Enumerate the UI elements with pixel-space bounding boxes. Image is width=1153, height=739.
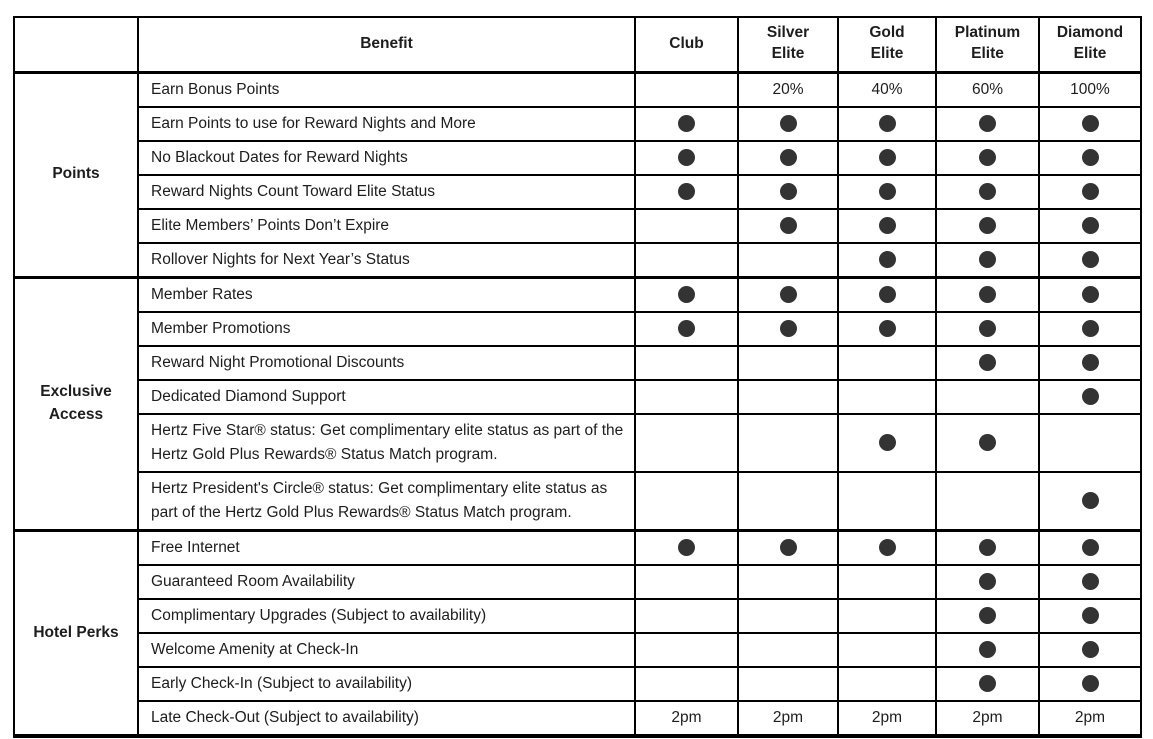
benefit-empty-cell — [635, 243, 738, 278]
benefit-header: Benefit — [138, 17, 635, 72]
benefit-label: Complimentary Upgrades (Subject to availability) — [138, 599, 635, 633]
benefit-dot-cell — [1039, 141, 1141, 175]
filled-dot-icon — [678, 320, 695, 337]
benefit-empty-cell — [838, 346, 936, 380]
benefit-dot-cell — [838, 209, 936, 243]
benefit-empty-cell — [635, 380, 738, 414]
filled-dot-icon — [979, 251, 996, 268]
benefit-label: Hertz President's Circle® status: Get complimentary elite status as part of the Hertz Gold Plus Rewards® Status Match program. — [138, 472, 635, 531]
benefit-empty-cell — [635, 209, 738, 243]
benefit-dot-cell — [936, 599, 1039, 633]
benefit-dot-cell — [936, 414, 1039, 472]
benefit-label: Dedicated Diamond Support — [138, 380, 635, 414]
benefit-value-cell: 2pm — [838, 701, 936, 736]
benefit-dot-cell — [936, 209, 1039, 243]
benefit-dot-cell — [635, 312, 738, 346]
table-row — [14, 667, 1141, 701]
benefit-dot-cell — [838, 243, 936, 278]
benefit-label: Member Promotions — [138, 312, 635, 346]
tier-header-silver-elite: Silver Elite — [738, 17, 838, 72]
filled-dot-icon — [979, 217, 996, 234]
table-row — [14, 175, 1141, 209]
filled-dot-icon — [979, 286, 996, 303]
benefit-empty-cell — [838, 599, 936, 633]
filled-dot-icon — [780, 183, 797, 200]
filled-dot-icon — [1082, 641, 1099, 658]
benefit-dot-cell — [936, 565, 1039, 599]
benefit-dot-cell — [838, 107, 936, 141]
benefit-dot-cell — [1039, 380, 1141, 414]
benefit-dot-cell — [1039, 277, 1141, 312]
benefit-value-cell: 2pm — [1039, 701, 1141, 736]
filled-dot-icon — [1082, 183, 1099, 200]
table-body — [14, 72, 1141, 736]
filled-dot-icon — [879, 320, 896, 337]
benefit-empty-cell — [738, 633, 838, 667]
benefit-dot-cell — [738, 277, 838, 312]
benefit-dot-cell — [1039, 633, 1141, 667]
category-label-hotel-perks: Hotel Perks — [14, 530, 138, 736]
benefit-label: Free Internet — [138, 530, 635, 565]
table-row — [14, 346, 1141, 380]
benefit-value-cell: 100% — [1039, 72, 1141, 107]
category-label-points: Points — [14, 72, 138, 277]
filled-dot-icon — [979, 641, 996, 658]
filled-dot-icon — [1082, 115, 1099, 132]
benefit-dot-cell — [1039, 346, 1141, 380]
table-row — [14, 312, 1141, 346]
filled-dot-icon — [1082, 320, 1099, 337]
benefit-label: Earn Bonus Points — [138, 72, 635, 107]
benefit-empty-cell — [738, 346, 838, 380]
table-row — [14, 530, 1141, 565]
filled-dot-icon — [780, 320, 797, 337]
filled-dot-icon — [979, 607, 996, 624]
benefit-dot-cell — [738, 530, 838, 565]
benefit-value-cell: 2pm — [738, 701, 838, 736]
benefit-dot-cell — [936, 312, 1039, 346]
benefit-empty-cell — [838, 565, 936, 599]
benefit-dot-cell — [1039, 565, 1141, 599]
table-row — [14, 633, 1141, 667]
filled-dot-icon — [678, 115, 695, 132]
tier-header-club: Club — [635, 17, 738, 72]
filled-dot-icon — [979, 573, 996, 590]
benefit-empty-cell — [738, 243, 838, 278]
benefit-label: No Blackout Dates for Reward Nights — [138, 141, 635, 175]
table-row — [14, 107, 1141, 141]
benefit-dot-cell — [936, 667, 1039, 701]
benefit-dot-cell — [936, 633, 1039, 667]
benefit-label: Elite Members’ Points Don’t Expire — [138, 209, 635, 243]
filled-dot-icon — [879, 251, 896, 268]
benefit-dot-cell — [635, 107, 738, 141]
table-row — [14, 141, 1141, 175]
benefit-dot-cell — [738, 107, 838, 141]
benefit-value-cell: 60% — [936, 72, 1039, 107]
filled-dot-icon — [979, 115, 996, 132]
filled-dot-icon — [780, 115, 797, 132]
benefit-dot-cell — [1039, 530, 1141, 565]
table-row — [14, 472, 1141, 531]
benefit-dot-cell — [738, 209, 838, 243]
filled-dot-icon — [780, 539, 797, 556]
filled-dot-icon — [1082, 354, 1099, 371]
table-row — [14, 599, 1141, 633]
category-label-exclusive-access: Exclusive Access — [14, 277, 138, 530]
benefit-dot-cell — [1039, 312, 1141, 346]
benefit-dot-cell — [838, 277, 936, 312]
benefit-dot-cell — [1039, 667, 1141, 701]
tier-header-platinum-elite: Platinum Elite — [936, 17, 1039, 72]
benefit-empty-cell — [635, 414, 738, 472]
benefit-label: Late Check-Out (Subject to availability) — [138, 701, 635, 736]
benefit-label: Hertz Five Star® status: Get complimentary elite status as part of the Hertz Gold Plus Rewards® Status Match program. — [138, 414, 635, 472]
filled-dot-icon — [879, 217, 896, 234]
benefit-dot-cell — [635, 141, 738, 175]
benefit-dot-cell — [738, 175, 838, 209]
filled-dot-icon — [979, 675, 996, 692]
header-row — [14, 17, 1141, 72]
filled-dot-icon — [1082, 251, 1099, 268]
benefit-empty-cell — [635, 565, 738, 599]
filled-dot-icon — [979, 354, 996, 371]
benefit-dot-cell — [936, 243, 1039, 278]
filled-dot-icon — [1082, 573, 1099, 590]
benefit-empty-cell — [936, 472, 1039, 531]
filled-dot-icon — [879, 115, 896, 132]
benefit-dot-cell — [1039, 243, 1141, 278]
table-row — [14, 380, 1141, 414]
benefit-empty-cell — [838, 667, 936, 701]
benefit-empty-cell — [738, 599, 838, 633]
benefit-dot-cell — [1039, 107, 1141, 141]
benefit-label: Reward Nights Count Toward Elite Status — [138, 175, 635, 209]
benefit-empty-cell — [635, 633, 738, 667]
benefit-empty-cell — [738, 667, 838, 701]
benefit-dot-cell — [838, 175, 936, 209]
benefit-label: Member Rates — [138, 277, 635, 312]
table-row — [14, 209, 1141, 243]
filled-dot-icon — [979, 183, 996, 200]
benefit-label: Guaranteed Room Availability — [138, 565, 635, 599]
benefit-label: Early Check-In (Subject to availability) — [138, 667, 635, 701]
table-row — [14, 565, 1141, 599]
benefit-dot-cell — [936, 346, 1039, 380]
benefit-dot-cell — [838, 414, 936, 472]
benefit-empty-cell — [635, 72, 738, 107]
filled-dot-icon — [1082, 286, 1099, 303]
table-row — [14, 414, 1141, 472]
benefit-dot-cell — [635, 530, 738, 565]
filled-dot-icon — [678, 183, 695, 200]
filled-dot-icon — [780, 217, 797, 234]
benefit-empty-cell — [838, 633, 936, 667]
filled-dot-icon — [879, 149, 896, 166]
benefit-dot-cell — [936, 141, 1039, 175]
benefit-dot-cell — [936, 530, 1039, 565]
tier-header-diamond-elite: Diamond Elite — [1039, 17, 1141, 72]
filled-dot-icon — [678, 286, 695, 303]
benefit-dot-cell — [1039, 472, 1141, 531]
filled-dot-icon — [879, 183, 896, 200]
benefit-empty-cell — [738, 380, 838, 414]
filled-dot-icon — [1082, 607, 1099, 624]
filled-dot-icon — [979, 149, 996, 166]
category-header-empty — [14, 17, 138, 72]
tier-header-gold-elite: Gold Elite — [838, 17, 936, 72]
benefit-dot-cell — [635, 175, 738, 209]
benefit-empty-cell — [635, 346, 738, 380]
benefit-empty-cell — [838, 380, 936, 414]
benefit-empty-cell — [1039, 414, 1141, 472]
filled-dot-icon — [1082, 492, 1099, 509]
filled-dot-icon — [678, 149, 695, 166]
filled-dot-icon — [979, 539, 996, 556]
benefit-dot-cell — [838, 312, 936, 346]
filled-dot-icon — [678, 539, 695, 556]
benefit-empty-cell — [635, 472, 738, 531]
benefit-label: Reward Night Promotional Discounts — [138, 346, 635, 380]
filled-dot-icon — [780, 286, 797, 303]
benefit-dot-cell — [1039, 209, 1141, 243]
benefit-empty-cell — [936, 380, 1039, 414]
benefit-value-cell: 20% — [738, 72, 838, 107]
filled-dot-icon — [879, 539, 896, 556]
benefit-dot-cell — [635, 277, 738, 312]
benefit-dot-cell — [936, 107, 1039, 141]
benefit-value-cell: 2pm — [635, 701, 738, 736]
benefit-empty-cell — [635, 667, 738, 701]
filled-dot-icon — [879, 286, 896, 303]
table-row — [14, 72, 1141, 107]
benefit-empty-cell — [738, 472, 838, 531]
filled-dot-icon — [1082, 217, 1099, 234]
benefit-label: Earn Points to use for Reward Nights and More — [138, 107, 635, 141]
benefit-dot-cell — [738, 141, 838, 175]
filled-dot-icon — [1082, 388, 1099, 405]
benefit-value-cell: 2pm — [936, 701, 1039, 736]
filled-dot-icon — [1082, 675, 1099, 692]
benefit-empty-cell — [635, 599, 738, 633]
benefit-dot-cell — [936, 175, 1039, 209]
benefit-label: Welcome Amenity at Check-In — [138, 633, 635, 667]
benefits-table — [13, 16, 1142, 738]
benefit-dot-cell — [1039, 175, 1141, 209]
benefit-empty-cell — [738, 414, 838, 472]
benefit-dot-cell — [738, 312, 838, 346]
benefit-value-cell: 40% — [838, 72, 936, 107]
benefit-dot-cell — [838, 530, 936, 565]
benefit-dot-cell — [936, 277, 1039, 312]
filled-dot-icon — [979, 434, 996, 451]
benefit-empty-cell — [838, 472, 936, 531]
benefit-label: Rollover Nights for Next Year’s Status — [138, 243, 635, 278]
benefit-dot-cell — [1039, 599, 1141, 633]
table-row — [14, 277, 1141, 312]
benefit-dot-cell — [838, 141, 936, 175]
filled-dot-icon — [780, 149, 797, 166]
benefit-empty-cell — [738, 565, 838, 599]
filled-dot-icon — [1082, 539, 1099, 556]
filled-dot-icon — [879, 434, 896, 451]
filled-dot-icon — [1082, 149, 1099, 166]
table-row — [14, 701, 1141, 736]
filled-dot-icon — [979, 320, 996, 337]
table-row — [14, 243, 1141, 278]
